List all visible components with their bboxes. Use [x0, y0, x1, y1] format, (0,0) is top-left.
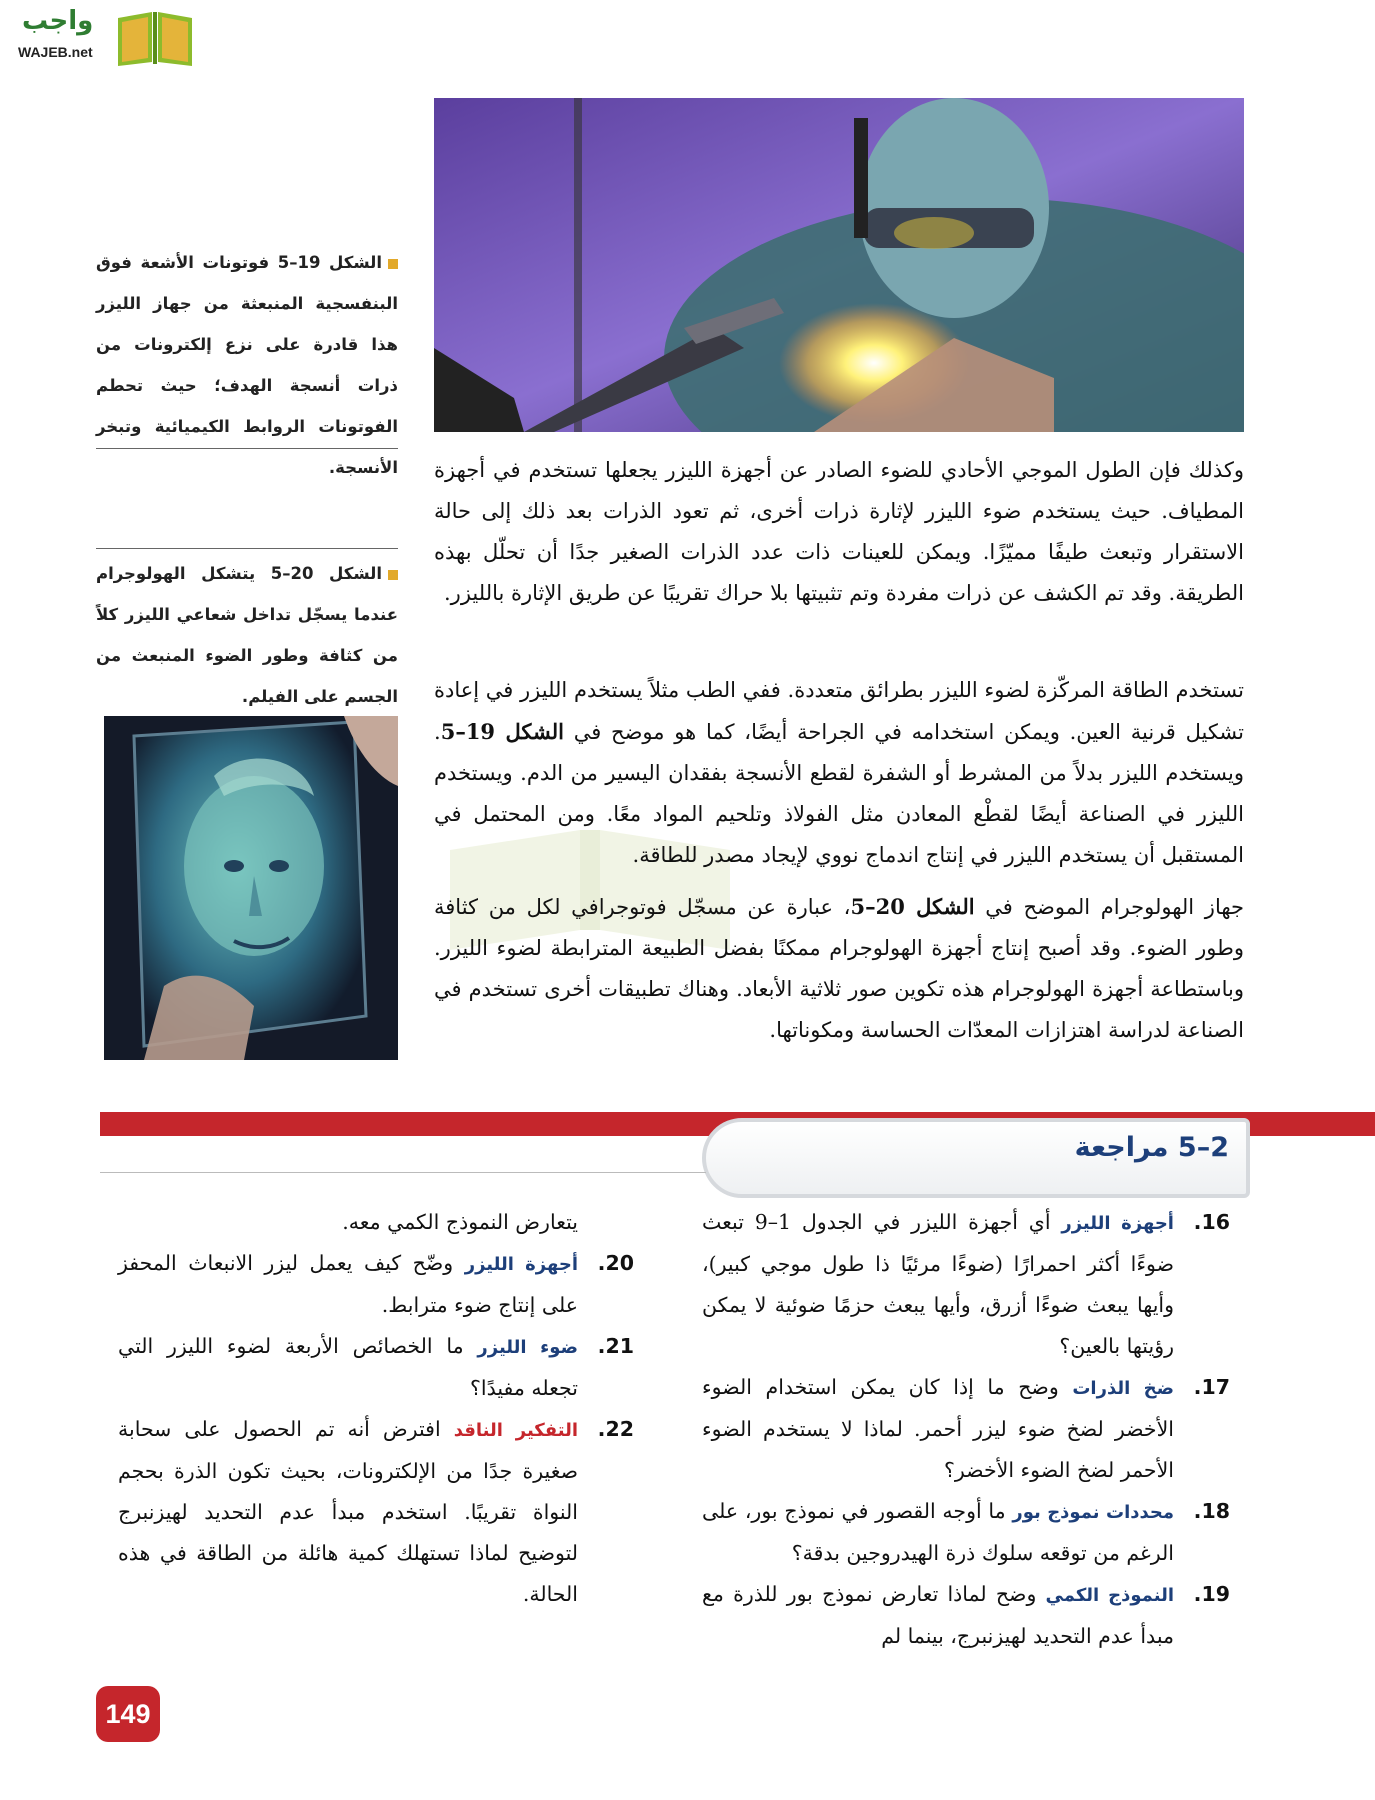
question-number: 19.: [1193, 1582, 1230, 1606]
question-keyword: محددات نموذج بور: [1012, 1502, 1174, 1523]
question-text: وضح ما إذا كان يمكن استخدام الضوء الأخضر لضخ ضوء ليزر أحمر. لماذا لا يستخدم الضوء الأحمر لضخ الضوء الأخضر؟: [702, 1375, 1174, 1482]
question-21: [118, 1326, 634, 1409]
question-number: 18.: [1193, 1499, 1230, 1523]
question-20: [118, 1243, 634, 1326]
figure-19-caption-text: فوتونات الأشعة فوق البنفسجية المنبعثة من جهاز الليزر هذا قادرة على نزع إلكترونات من ذرات أنسجة الهدف؛ حيث تحطم الفوتونات الروابط الكيميائية وتبخر الأنسجة.: [96, 253, 398, 477]
question-19: [702, 1574, 1230, 1657]
caption-bullet: [388, 259, 398, 269]
question-number: 20.: [597, 1251, 634, 1275]
question-number: 17.: [1193, 1375, 1230, 1399]
question-text: وضح لماذا تعارض نموذج بور للذرة مع مبدأ عدم التحديد لهيزنبرج، بينما لم: [702, 1582, 1174, 1648]
question-text: ما أوجه القصور في نموذج بور، على الرغم من توقعه سلوك ذرة الهيدروجين بدقة؟: [702, 1499, 1174, 1565]
caption-bullet: [388, 570, 398, 580]
question-number: 22.: [597, 1417, 634, 1441]
laser-surgery-photo: [434, 98, 1244, 432]
figure-20-caption-text: يتشكل الهولوجرام عندما يسجّل تداخل شعاعي الليزر كلاً من كثافة وطور الضوء المنبعث من الجسم على الفيلم.: [96, 564, 398, 706]
body-paragraph-1: وكذلك فإن الطول الموجي الأحادي للضوء الصادر عن أجهزة الليزر يجعلها تستخدم في أجهزة المطياف. حيث يستخدم ضوء الليزر لإثارة ذرات أخرى، ثم تعود الذرات بعد ذلك إلى حالة الاستقرار وتبعث طيفًا مميّزًا. ويمكن للعينات ذات عدد الذرات الصغير جدًا أن تحلّل بهذه الطريقة. وقد تم الكشف عن ذرات مفردة وتم تثبيتها بلا حراك تقريبًا عن طريق الإثارة بالليزر.: [434, 458, 1244, 605]
figure-19-caption: [96, 242, 398, 488]
figure-19-reference: الشكل 19–5: [440, 719, 564, 744]
question-text: افترض أنه تم الحصول على سحابة صغيرة جدًا من الإلكترونات، بحيث تكون الذرة بحجم النواة تقريبًا. استخدم مبدأ عدم التحديد لهيزنبرج لتوضيح لماذا تستهلك كمية هائلة من الطاقة في هذه الحالة.: [118, 1417, 578, 1606]
figure-20-caption-title: الشكل 20–5: [270, 564, 382, 583]
wajeb-logo: [8, 4, 193, 72]
question-keyword: أجهزة الليزر: [1061, 1213, 1174, 1234]
body-text: جهاز الهولوجرام الموضح في: [974, 895, 1245, 919]
question-keyword: التفكير الناقد: [453, 1420, 578, 1441]
question-keyword: أجهزة الليزر: [464, 1254, 578, 1275]
body-text: . ويستخدم الليزر بدلاً من المشرط أو الشفرة لقطع الأنسجة بفقدان اليسير من الدم. ويستخدم الليزر في الصناعة أيضًا لقطْع المعادن مثل الفولاذ وتلحيم المواد معًا. ومن المحتمل في المستقبل أن يستخدم الليزر في إنتاج اندماج نووي لإيجاد مصدر للطاقة.: [434, 720, 1244, 867]
logo-site: WAJEB.net: [18, 44, 93, 60]
question-18: [702, 1491, 1230, 1574]
page-number: 149: [96, 1686, 160, 1742]
body-paragraph-2: [434, 670, 1244, 876]
question-keyword: ضخ الذرات: [1072, 1378, 1174, 1399]
review-title: 2–5 مراجعة: [1074, 1132, 1229, 1163]
question-keyword: ضوء الليزر: [477, 1337, 578, 1358]
caption-divider: [96, 448, 398, 449]
question-text: أي أجهزة الليزر في الجدول 1–9 تبعث ضوءًا أكثر احمرارًا (ضوءًا مرئيًا ذا طول موجي كبير)، وأيها يبعث ضوءًا أزرق، وأيها يبعث حزمًا ضوئية لا يمكن رؤيتها بالعين؟: [702, 1210, 1174, 1358]
question-text: ما الخصائص الأربعة لضوء الليزر التي تجعله مفيدًا؟: [118, 1334, 578, 1400]
question-19-continuation: يتعارض النموذج الكمي معه.: [342, 1210, 578, 1234]
question-22: [118, 1409, 634, 1615]
question-number: 16.: [1193, 1210, 1230, 1234]
review-divider: [100, 1172, 706, 1173]
body-text: تستخدم الطاقة المركّزة لضوء الليزر بطرائق متعددة. ففي الطب مثلاً يستخدم الليزر في إعادة تشكيل قرنية العين. ويمكن استخدامه في الجراحة أيضًا، كما هو موضح في: [434, 678, 1245, 744]
question-17: [702, 1367, 1230, 1491]
question-keyword: النموذج الكمي: [1045, 1585, 1174, 1606]
questions-column-right: [702, 1202, 1230, 1657]
question-text: وضّح كيف يعمل ليزر الانبعاث المحفز على إنتاج ضوء مترابط.: [118, 1251, 578, 1317]
questions-column-left: [118, 1202, 634, 1615]
book-icon: [116, 8, 194, 66]
body-paragraph-3: [434, 886, 1244, 1051]
figure-20-reference: الشكل 20–5: [850, 894, 975, 919]
question-16: [702, 1202, 1230, 1367]
hologram-photo: [104, 716, 398, 1060]
body-text: ، عبارة عن مسجّل فوتوجرافي لكل من كثافة وطور الضوء. وقد أصبح إنتاج أجهزة الهولوجرام ممكنًا بفضل الطبيعة المترابطة لضوء الليزر. وباستطاعة أجهزة الهولوجرام هذه تكوين صور ثلاثية الأبعاد. وهناك تطبيقات أخرى تستخدم في الصناعة لدراسة اهتزازات المعدّات الحساسة ومكوناتها.: [434, 895, 1244, 1042]
figure-19-caption-title: الشكل 19–5: [277, 253, 382, 272]
logo-word: واجب: [22, 6, 94, 36]
figure-20-caption: [96, 548, 398, 717]
question-number: 21.: [597, 1334, 634, 1358]
